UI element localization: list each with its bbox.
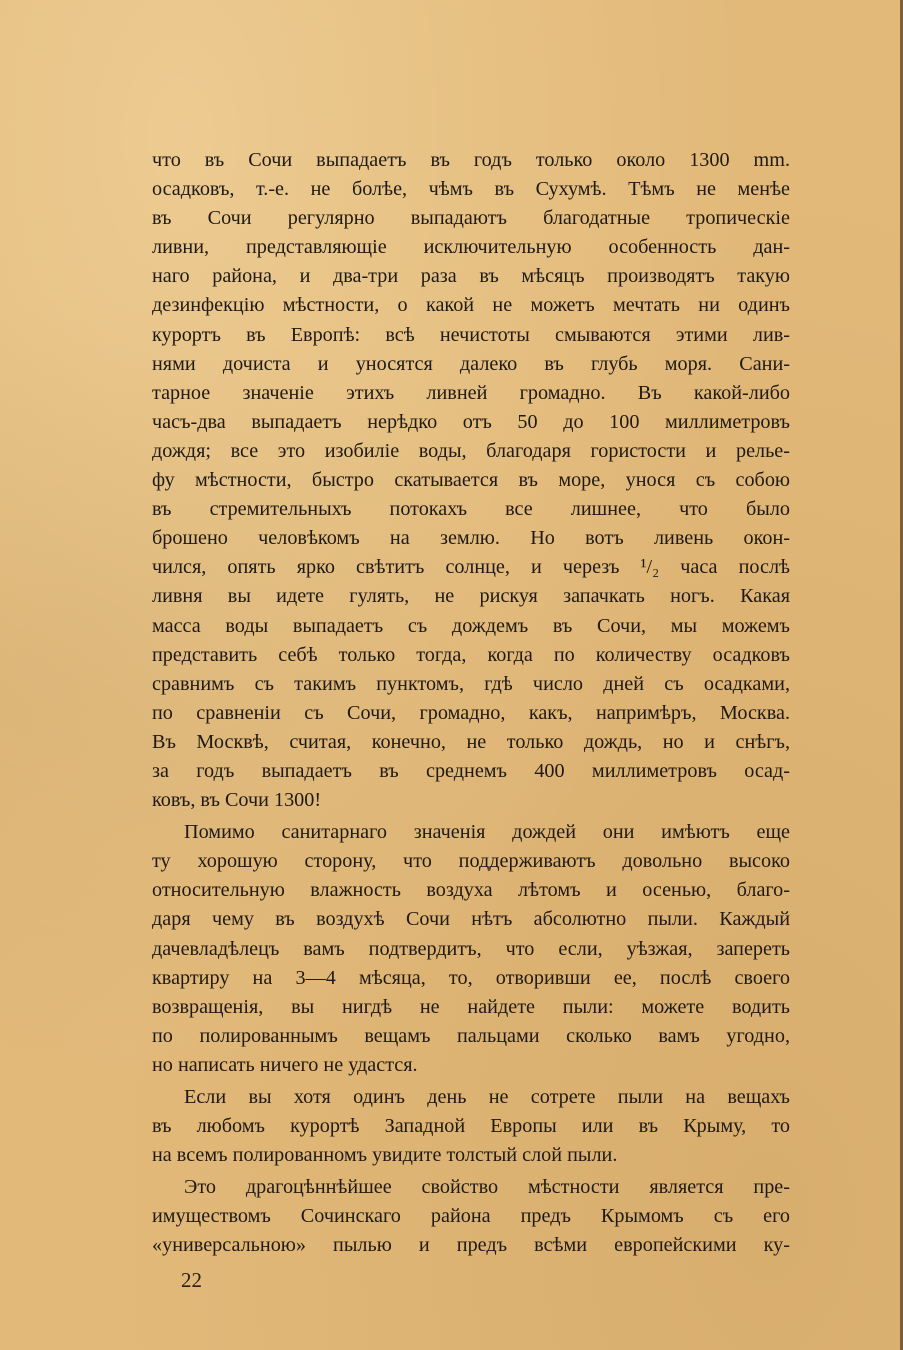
text-line: наго района, и два-три раза въ мѣсяцъ производятъ такую (152, 265, 790, 288)
text-line: дезинфекцію мѣстности, о какой не можетъ мечтать ни одинъ (152, 294, 790, 317)
text-line: но написать ничего не удастся. (152, 1053, 418, 1076)
text-line: въ стремительныхъ потокахъ все лишнее, что было (152, 498, 790, 521)
text-line: по полированнымъ вещамъ пальцами сколько вамъ угодно, (152, 1024, 790, 1047)
text-line: что въ Сочи выпадаетъ въ годъ только около 1300 mm. (152, 149, 790, 171)
text-line: нями дочиста и уносятся далеко въ глубь моря. Сани- (152, 352, 790, 375)
text-line: Помимо санитарнаго значенія дождей они имѣютъ еще (184, 821, 790, 844)
text-line: возвращенія, вы нигдѣ не найдете пыли: можете водить (152, 995, 790, 1018)
text-line: курортъ въ Европѣ: всѣ нечистоты смываются этими лив- (152, 323, 790, 346)
paragraph (152, 1083, 790, 1170)
text-line: по сравненіи съ Сочи, громадно, какъ, напримѣръ, Москва. (152, 701, 790, 724)
text-line: за годъ выпадаетъ въ среднемъ 400 миллиметровъ осад- (152, 759, 790, 782)
text-line: ливня вы идете гулять, не рискуя запачкать ногъ. Какая (152, 585, 790, 608)
paragraph (152, 146, 790, 815)
text-line: брошено человѣкомъ на землю. Но вотъ ливень окон- (152, 527, 790, 550)
text-line: ливни, представляющіе исключительную особенность дан- (152, 236, 790, 259)
text-line: въ любомъ курортѣ Западной Европы или въ Крыму, то (152, 1115, 790, 1138)
text-line: въ Сочи регулярно выпадаютъ благодатные тропическіе (152, 207, 790, 230)
text-line: тарное значеніе этихъ ливней громадно. Въ какой-либо (152, 381, 790, 404)
text-line: относительную влажность воздуха лѣтомъ и осенью, благо- (152, 879, 790, 902)
text-line: квартиру на 3—4 мѣсяца, то, отворивши ее, послѣ своего (152, 966, 790, 989)
text-line: имуществомъ Сочинскаго района предъ Крымомъ съ его (152, 1205, 790, 1228)
text-line: Въ Москвѣ, считая, конечно, не только дождь, но и снѣгъ, (152, 730, 790, 753)
text-line: Это драгоцѣннѣйшее свойство мѣстности является пре- (184, 1176, 790, 1199)
page-number: 22 (181, 1268, 202, 1292)
paragraph (152, 1173, 790, 1260)
text-line: Если вы хотя одинъ день не сотрете пыли на вещахъ (184, 1086, 790, 1108)
text-line: ковъ, въ Сочи 1300! (152, 789, 322, 812)
text-line: сравнимъ съ такимъ пунктомъ, гдѣ число дней съ осадками, (152, 672, 790, 695)
text-line: осадковъ, т.-е. не болѣе, чѣмъ въ Сухумѣ. Тѣмъ не менѣе (152, 178, 790, 201)
paragraph (152, 818, 790, 1080)
text-line: чился, опять ярко свѣтитъ солнце, и черезъ ¹/₂ часа послѣ (152, 556, 790, 579)
text-line: дачевладѣлецъ вамъ подтвердитъ, что если, уѣзжая, запереть (152, 937, 790, 960)
text-line: ту хорошую сторону, что поддерживаютъ довольно высоко (152, 850, 790, 873)
text-line: даря чему въ воздухѣ Сочи нѣтъ абсолютно пыли. Каждый (152, 908, 790, 931)
text-line: на всемъ полированномъ увидите толстый слой пыли. (152, 1144, 618, 1167)
text-line: дождя; все это изобиліе воды, благодаря гористости и релье- (152, 439, 790, 462)
text-line: масса воды выпадаетъ съ дождемъ въ Сочи, мы можемъ (152, 614, 790, 637)
text-line: «универсальною» пылью и предъ всѣми европейскими ку- (152, 1234, 790, 1257)
text-line: часъ-два выпадаетъ нерѣдко отъ 50 до 100 миллиметровъ (152, 410, 790, 433)
text-line: фу мѣстности, быстро скатывается въ море, унося съ собою (152, 469, 790, 492)
body-text (152, 146, 790, 1261)
text-line: представить себѣ только тогда, когда по количеству осадковъ (152, 643, 790, 666)
